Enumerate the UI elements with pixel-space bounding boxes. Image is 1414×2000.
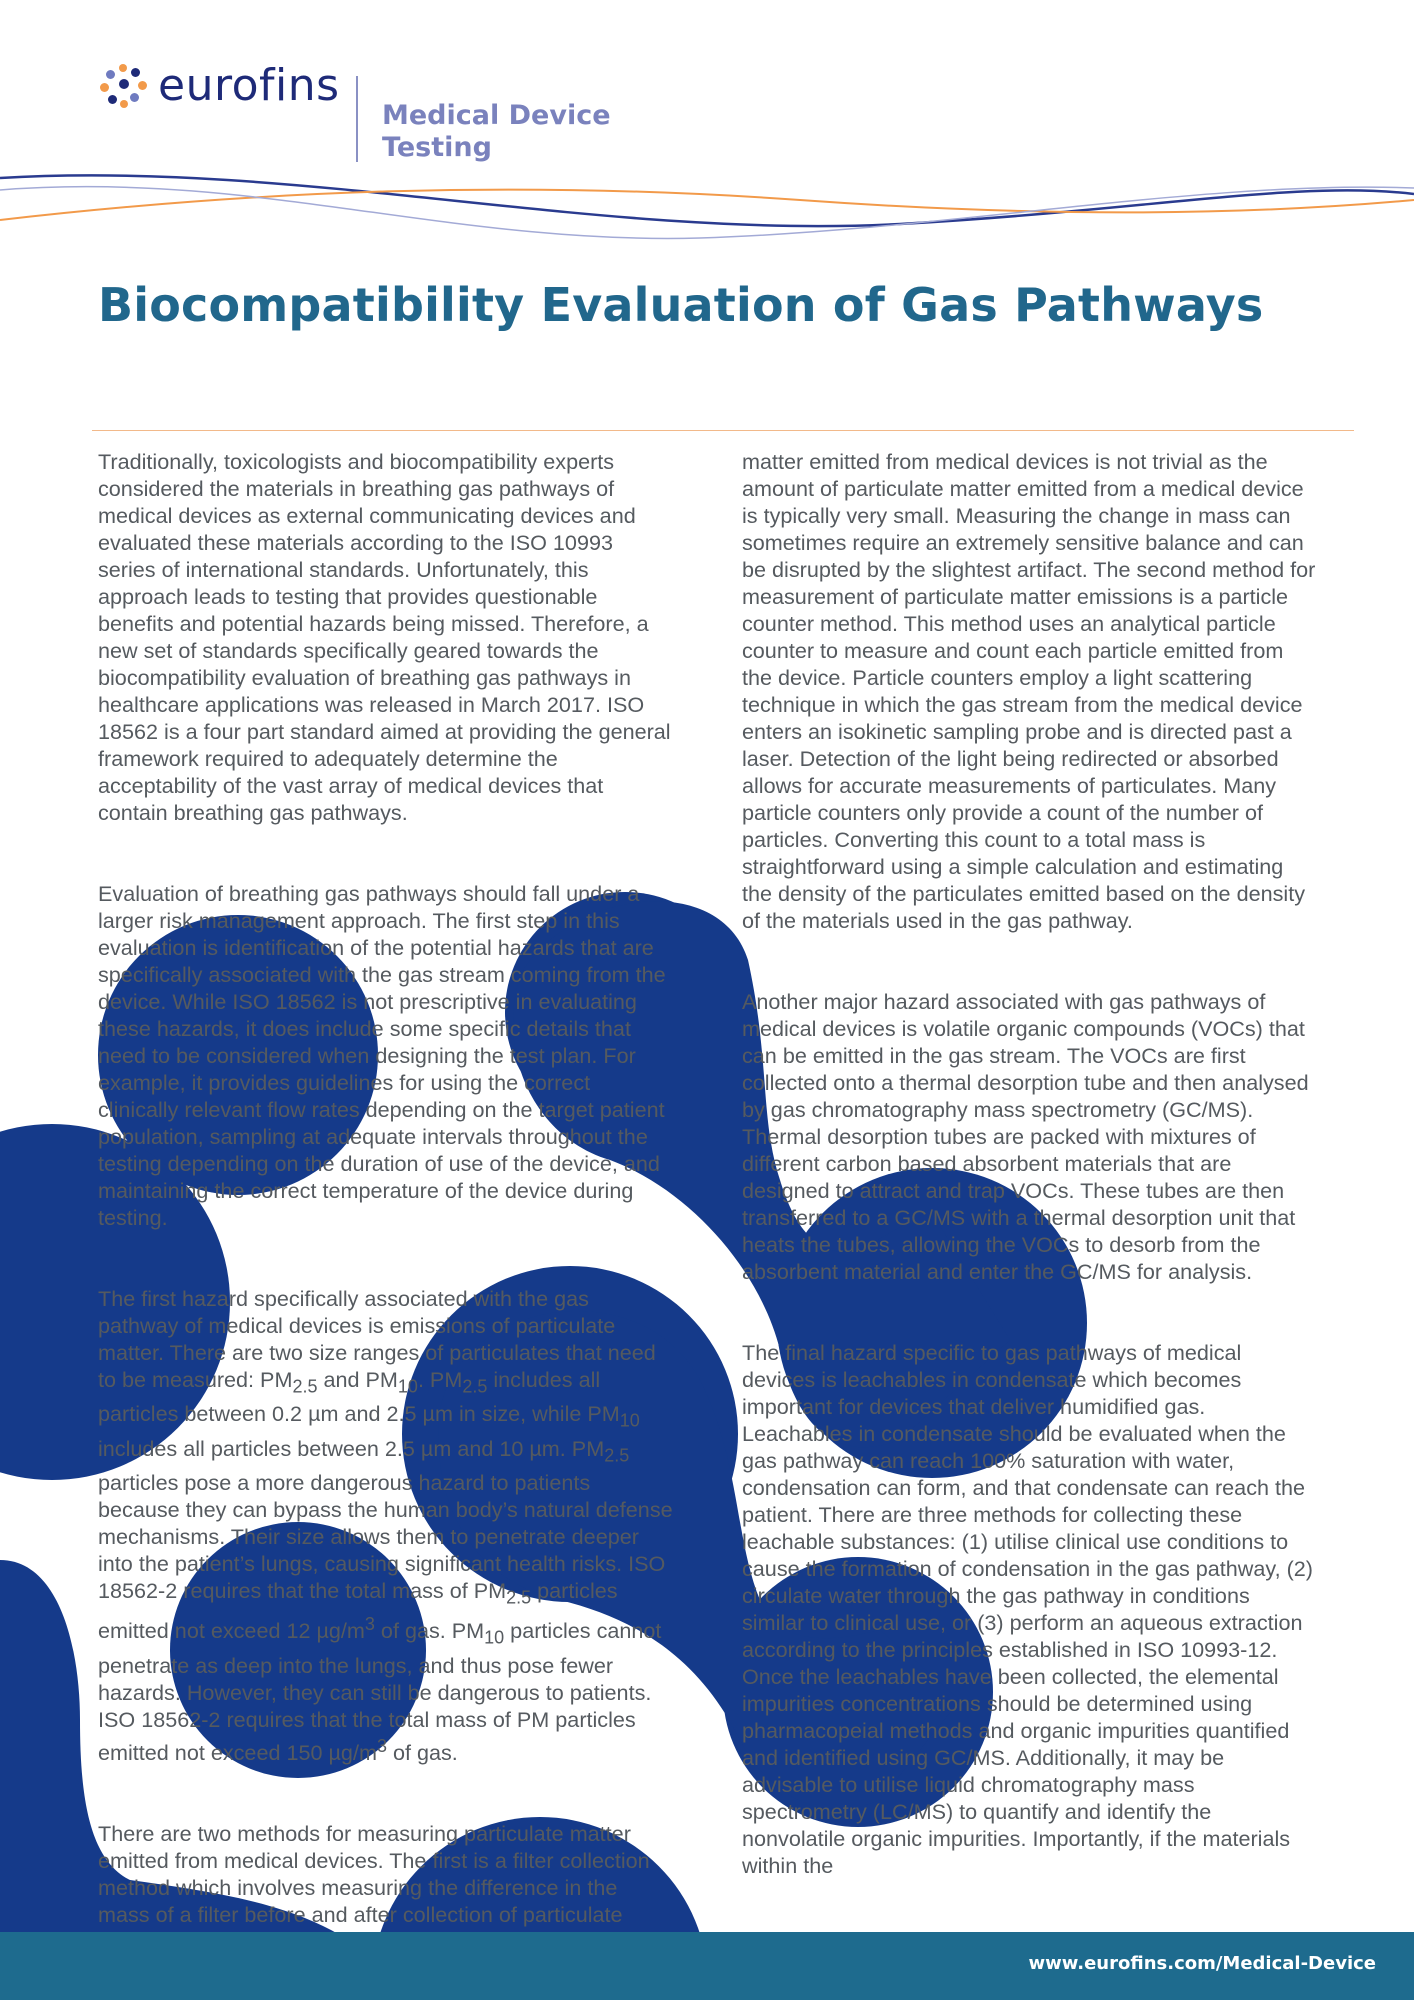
right-text-column (742, 448, 1318, 1879)
text-run: of gas. (386, 1739, 458, 1765)
subscript: 2.5 (462, 1376, 488, 1397)
website-link[interactable]: www.eurofins.com/Medical-Device (1028, 1953, 1376, 1974)
subscript: 2.5 (604, 1444, 630, 1465)
logo-wordmark: eurofins (158, 60, 340, 111)
logo-divider (356, 76, 358, 162)
text-run: particles emitted not exceed 12 µg/m (98, 1577, 618, 1644)
subscript: 10 (484, 1627, 505, 1648)
text-run: includes all particles between 0.2 µm and 2.5 µm in size, while PM (98, 1367, 620, 1427)
eurofins-dots-icon (100, 62, 148, 110)
text-run: of gas. PM (374, 1618, 485, 1644)
body-paragraph: Traditionally, toxicologists and biocompatibility experts considered the materials in breathing gas pathways of medical devices as external communicating devices and evaluated these materials according to the ISO 10993 series of international standards. Unfortunately, this approach leads to testing that provides questionable benefits and potential hazards being missed. Therefore, a new set of standards specifically geared towards the biocompatibility evaluation of breathing gas pathways in healthcare applications was released in March 2017. ISO 18562 is a four part standard aimed at providing the general framework required to adequately determine the acceptability of the vast array of medical devices that contain breathing gas pathways. (98, 449, 671, 825)
text-run: particles pose a more dangerous hazard to patients because they can bypass the human body’s natural defense mechanisms. Their size allows them to penetrate deeper into the patient’s lungs, causing significant health risks. ISO 18562-2 requires that the total mass of PM (98, 1469, 673, 1603)
subscript: 10 (619, 1410, 640, 1431)
division-name-line1: Medical Device (382, 100, 611, 131)
text-run: and PM (317, 1367, 398, 1392)
left-text-column (98, 448, 674, 1955)
subscript: 2.5 (506, 1587, 532, 1608)
subscript: 10 (397, 1376, 418, 1397)
title-divider (92, 430, 1354, 431)
header-swoosh-graphic (0, 160, 1414, 250)
body-paragraph: matter emitted from medical devices is not trivial as the amount of particulate matter emitted from a medical device is typically very small. Measuring the change in mass can sometimes require an extremely sensitive balance and can be disrupted by the slightest artifact. The second method for measurement of particulate matter emissions is a particle counter method. This method uses an analytical particle counter to measure and count each particle emitted from the device. Particle counters employ a light scattering technique in which the gas stream from the medical device enters an isokinetic sampling probe and is directed past a laser. Detection of the light being redirected or absorbed allows for accurate measurements of particulates. Many particle counters only provide a count of the number of particles. Converting this count to a total mass is straightforward using a simple calculation and estimating the density of the particulates emitted based on the density of the materials used in the gas pathway. (742, 449, 1316, 933)
body-paragraph: There are two methods for measuring particulate matter emitted from medical devices. The first is a filter collection method which involves measuring the difference in the mass of a filter before and after collection of particulate (98, 1820, 650, 1927)
body-paragraph: The final hazard specific to gas pathways of medical devices is leachables in condensate which becomes important for devices that deliver humidified gas. Leachables in condensate should be evaluated when the gas pathway can reach 100% saturation with water, condensation can form, and that condensate can reach the patient. There are three methods for collecting these leachable substances: (1) utilise clinical use conditions to cause the formation of condensation in the gas pathway, (2) circulate water through the gas pathway in conditions similar to clinical use, or (3) perform an aqueous extraction according to the principles established in ISO 10993-12. Once the leachables have been collected, the elemental impurities concentrations should be determined using pharmacopeial methods and organic impurities quantified and identified using GC/MS. Additionally, it may be advisable to utilise liquid chromatography mass spectrometry (LC/MS) to quantify and identify the nonvolatile organic impurities. Importantly, if the materials within the (742, 1340, 1313, 1878)
page-header (0, 0, 1414, 250)
subscript: 2.5 (292, 1376, 318, 1397)
superscript: 3 (364, 1614, 375, 1635)
page-title: Biocompatibility Evaluation of Gas Pathways (98, 278, 1264, 332)
superscript: 3 (376, 1735, 387, 1756)
text-run: . PM (417, 1367, 463, 1392)
division-name-line2: Testing (382, 132, 492, 163)
body-paragraph: Another major hazard associated with gas pathways of medical devices is volatile organic compounds (VOCs) that can be emitted in the gas stream. The VOCs are first collected onto a thermal desorption tube and then analysed by gas chromatography mass spectrometry (GC/MS). Thermal desorption tubes are packed with mixtures of different carbon based absorbent materials that are designed to attract and trap VOCs. These tubes are then transferred to a GC/MS with a thermal desorption unit that heats the tubes, allowing the VOCs to desorb from the absorbent material and enter the GC/MS for analysis. (742, 989, 1309, 1284)
division-name (382, 100, 611, 164)
text-run: includes all particles between 2.5 µm and 10 µm. PM (98, 1435, 605, 1461)
body-paragraph (98, 1285, 674, 1766)
text-run: particles cannot penetrate as deep into the lungs, and thus pose fewer hazards. However, they can still be dangerous to patients. ISO 18562-2 requires that the total mass of PM particles emitted not exceed 150 µg/m (98, 1618, 662, 1765)
page-footer (0, 1932, 1414, 2000)
text-run: The first hazard specifically associated with the gas pathway of medical devices is emissions of particulate matter. There are two size ranges of particulates that need to be measured: PM (98, 1286, 656, 1392)
eurofins-logo[interactable] (100, 62, 340, 110)
body-paragraph: Evaluation of breathing gas pathways should fall under a larger risk management approach. The first step in this evaluation is identification of the potential hazards that are specifically associated with the gas stream coming from the device. While ISO 18562 is not prescriptive in evaluating these hazards, it does include some specific details that need to be considered when designing the test plan. For example, it provides guidelines for using the correct clinically relevant flow rates depending on the target patient population, sampling at adequate intervals throughout the testing depending on the duration of use of the device, and maintaining the correct temperature of the device during testing. (98, 881, 666, 1230)
